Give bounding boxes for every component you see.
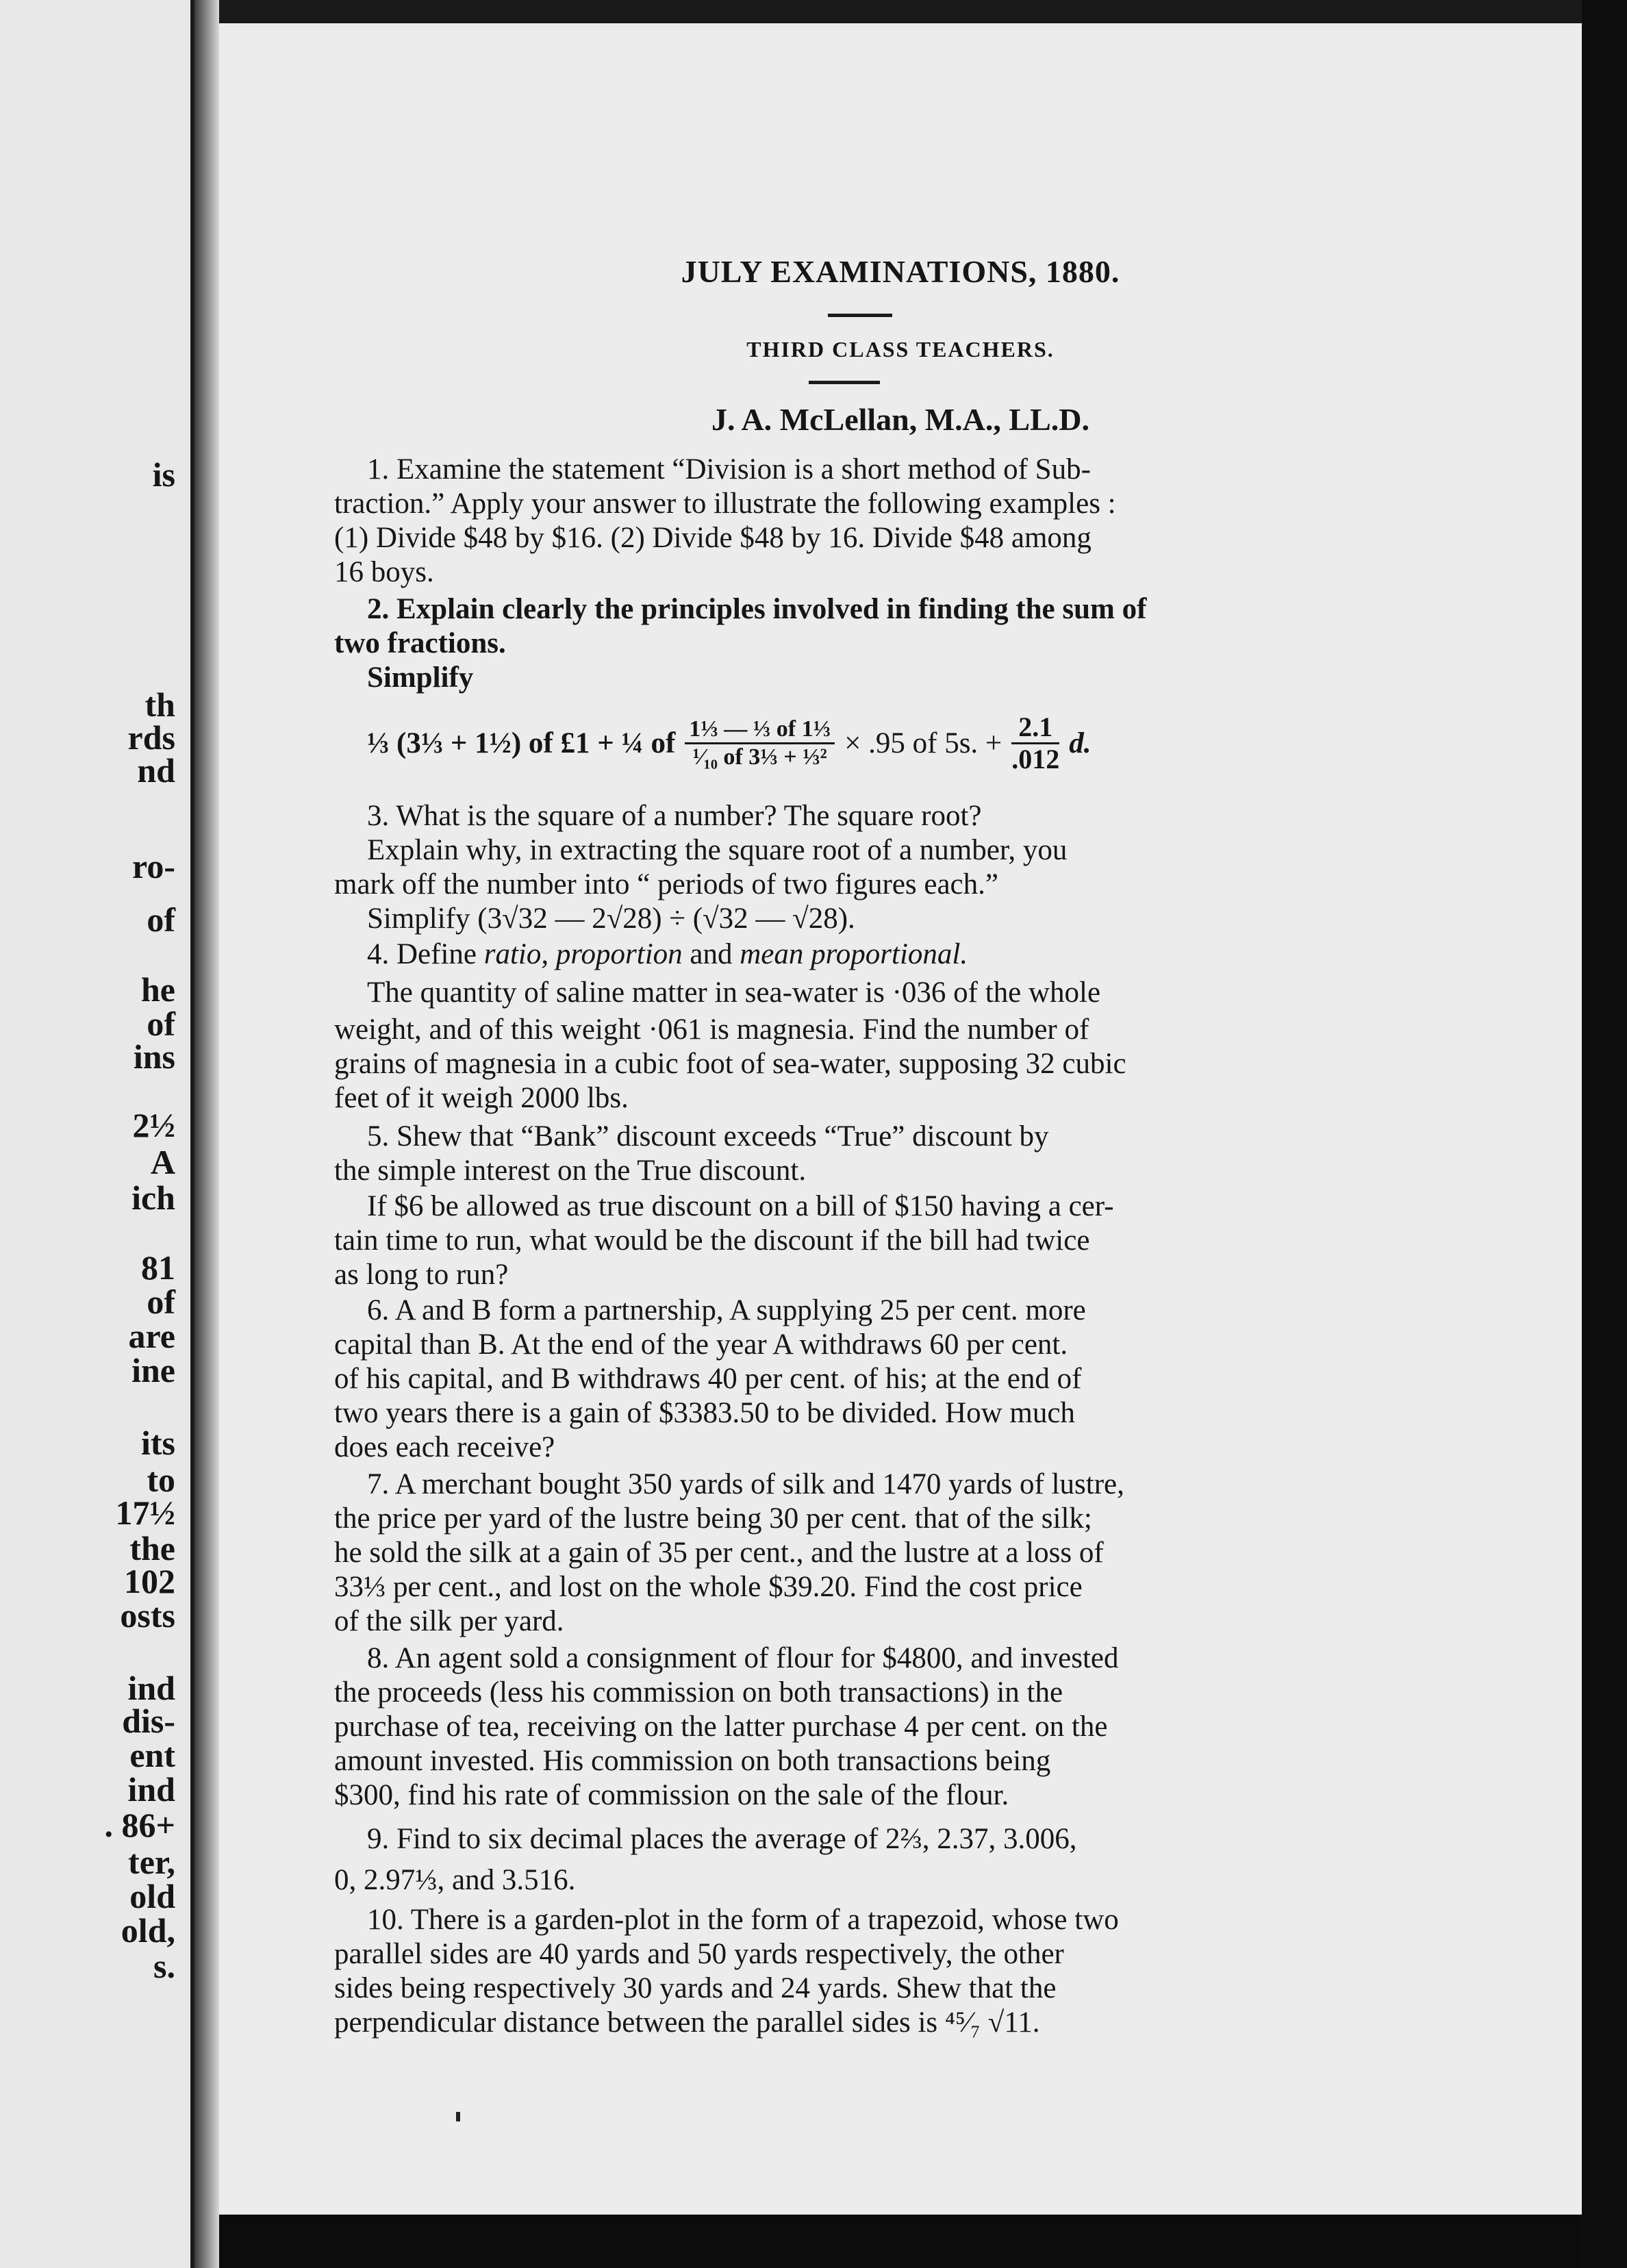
q5-line-5: as long to run?: [334, 1259, 509, 1291]
left-fragment-line: its: [141, 1424, 175, 1462]
left-fragment-line: osts: [120, 1596, 175, 1635]
left-fragment-line: ich: [131, 1179, 175, 1217]
left-fragment-line: the: [129, 1529, 175, 1567]
q2-fraction-denominator: ¹⁄₁₀ of 3⅓ + ⅓²: [692, 744, 827, 770]
q2-decimal-fraction: [1011, 711, 1060, 774]
q4-line-2: The quantity of saline matter in sea-water is ·036 of the whole: [367, 977, 1101, 1009]
q7-line-2: the price per yard of the lustre being 30 per cent. that of the silk;: [334, 1502, 1092, 1535]
left-fragment-line: 102: [124, 1562, 175, 1600]
q5-line-4: tain time to run, what would be the discount if the bill had twice: [334, 1224, 1090, 1257]
q2-line-2: two fractions.: [334, 627, 506, 659]
q4-line-3: weight, and of this weight ·061 is magnesia. Find the number of: [334, 1013, 1089, 1046]
q4-term-mean: mean proportional.: [740, 938, 968, 970]
left-fragment-line: of: [147, 1283, 175, 1321]
q4-line-4: grains of magnesia in a cubic foot of sea-water, supposing 32 cubic: [334, 1048, 1126, 1080]
q4-line-5: feet of it weigh 2000 lbs.: [334, 1082, 629, 1114]
q2-compound-fraction: [685, 718, 835, 769]
q6-line-2: capital than B. At the end of the year A withdraws 60 per cent.: [334, 1328, 1068, 1361]
q2-simplify-label: Simplify: [367, 662, 474, 694]
q1-line-3: (1) Divide $48 by $16. (2) Divide $48 by 16. Divide $48 among: [334, 522, 1092, 554]
left-fragment-line: of: [147, 1005, 175, 1043]
ink-speck: [456, 2112, 460, 2121]
exam-title: JULY EXAMINATIONS, 1880.: [681, 254, 1120, 289]
q5-line-3: If $6 be allowed as true discount on a bill of $150 having a cer-: [367, 1190, 1114, 1222]
q10-line-2: parallel sides are 40 yards and 50 yards respectively, the other: [334, 1938, 1064, 1970]
q2-line-1: 2. Explain clearly the principles involved in finding the sum of: [367, 593, 1147, 625]
q4-and: and: [690, 938, 733, 970]
left-fragment-line: ins: [133, 1037, 175, 1076]
left-fragment-line: he: [141, 970, 175, 1009]
q7-line-5: of the silk per yard.: [334, 1605, 564, 1637]
q2-decimal-numerator: 2.1: [1011, 714, 1059, 744]
q2-expr-part-b: × .95 of 5s. +: [844, 727, 1002, 759]
q7-line-4: 33⅓ per cent., and lost on the whole $39.20. Find the cost price: [334, 1571, 1083, 1603]
q10-line-3: sides being respectively 30 yards and 24 yards. Shew that the: [334, 1972, 1057, 2004]
book-gutter: [194, 0, 219, 2268]
examiner-name: J. A. McLellan, M.A., LL.D.: [711, 402, 1089, 437]
q2-decimal-denominator: .012: [1011, 744, 1060, 774]
q10-line-1: 10. There is a garden-plot in the form of a trapezoid, whose two: [367, 1904, 1119, 1936]
q8-line-5: $300, find his rate of commission on the sale of the flour.: [334, 1779, 1009, 1811]
q5-line-1: 5. Shew that “Bank” discount exceeds “True” discount by: [367, 1120, 1049, 1152]
q2-expression: [367, 711, 1092, 774]
left-fragment-line: of: [147, 900, 175, 939]
exam-subtitle: THIRD CLASS TEACHERS.: [746, 337, 1055, 362]
title-rule: [828, 314, 892, 317]
q3-line-4: Simplify (3√32 — 2√28) ÷ (√32 — √28).: [367, 903, 855, 935]
q8-line-2: the proceeds (less his commission on both transactions) in the: [334, 1676, 1063, 1709]
left-fragment-line: is: [152, 455, 175, 494]
left-fragment-line: 2½: [132, 1106, 175, 1144]
q3-line-3: mark off the number into “ periods of two figures each.”: [334, 868, 998, 900]
left-fragment-line: A: [150, 1143, 175, 1181]
left-fragment-line: ind: [127, 1770, 175, 1809]
q7-line-1: 7. A merchant bought 350 yards of silk and 1470 yards of lustre,: [367, 1468, 1124, 1500]
left-fragment-line: 17½: [115, 1494, 175, 1532]
q1-line-4: 16 boys.: [334, 556, 434, 588]
q7-line-3: he sold the silk at a gain of 35 per cent., and the lustre at a loss of: [334, 1537, 1104, 1569]
left-fragment-line: old,: [121, 1911, 175, 1950]
q10-line-4: perpendicular distance between the parallel sides is ⁴⁵⁄₇ √11.: [334, 2006, 1040, 2039]
q2-expr-part-a: ⅓ (3⅓ + 1½) of £1 + ¼ of: [367, 727, 676, 759]
q4-define-label: 4. Define: [367, 938, 477, 970]
q3-line-1: 3. What is the square of a number? The square root?: [367, 800, 982, 832]
q6-line-5: does each receive?: [334, 1431, 555, 1463]
q8-line-3: purchase of tea, receiving on the latter purchase 4 per cent. on the: [334, 1711, 1108, 1743]
subtitle-rule: [809, 381, 880, 384]
left-fragment-line: ine: [131, 1351, 175, 1389]
scan-border-right: [1582, 0, 1627, 2268]
q9-line-2: 0, 2.97⅓, and 3.516.: [334, 1864, 576, 1896]
q5-line-2: the simple interest on the True discount.: [334, 1155, 807, 1187]
left-fragment-line: ro-: [132, 847, 175, 885]
q6-line-4: two years there is a gain of $3383.50 to be divided. How much: [334, 1397, 1075, 1429]
left-fragment-line: dis-: [122, 1702, 175, 1740]
left-fragment-line: are: [128, 1317, 175, 1355]
q3-line-2: Explain why, in extracting the square root of a number, you: [367, 834, 1068, 866]
q1-line-2: traction.” Apply your answer to illustrate the following examples :: [334, 488, 1116, 520]
q2-fraction-numerator: 1⅓ — ⅓ of 1⅓: [685, 718, 835, 744]
left-fragment-line: ind: [127, 1669, 175, 1707]
page-top-edge: [219, 0, 1582, 23]
q8-line-4: amount invested. His commission on both transactions being: [334, 1745, 1051, 1777]
left-fragment-line: th: [144, 685, 175, 724]
left-fragment-line: s.: [153, 1947, 175, 1985]
left-fragment-line: nd: [137, 751, 175, 790]
left-fragment-line: to: [147, 1461, 175, 1499]
left-fragment-line: rds: [127, 718, 175, 757]
left-fragment-line: ter,: [128, 1843, 175, 1881]
left-fragment-line: . 86+: [104, 1806, 175, 1844]
left-fragment-line: old: [129, 1877, 175, 1915]
q1-line-1: 1. Examine the statement “Division is a short method of Sub-: [367, 453, 1091, 486]
exam-page: [219, 23, 1582, 2215]
q8-line-1: 8. An agent sold a consignment of flour for $4800, and invested: [367, 1642, 1119, 1674]
left-fragment-line: ent: [129, 1736, 175, 1774]
q6-line-3: of his capital, and B withdraws 40 per cent. of his; at the end of: [334, 1363, 1082, 1395]
left-fragment-line: 81: [141, 1248, 175, 1287]
q4-terms: ratio, proportion: [483, 938, 683, 970]
q4-line-1: [367, 940, 968, 969]
q9-line-1: 9. Find to six decimal places the average of 2⅔, 2.37, 3.006,: [367, 1823, 1077, 1855]
previous-page-fragment: [0, 0, 194, 2268]
q2-expr-part-c: d.: [1069, 727, 1092, 759]
q6-line-1: 6. A and B form a partnership, A supplying 25 per cent. more: [367, 1294, 1086, 1326]
